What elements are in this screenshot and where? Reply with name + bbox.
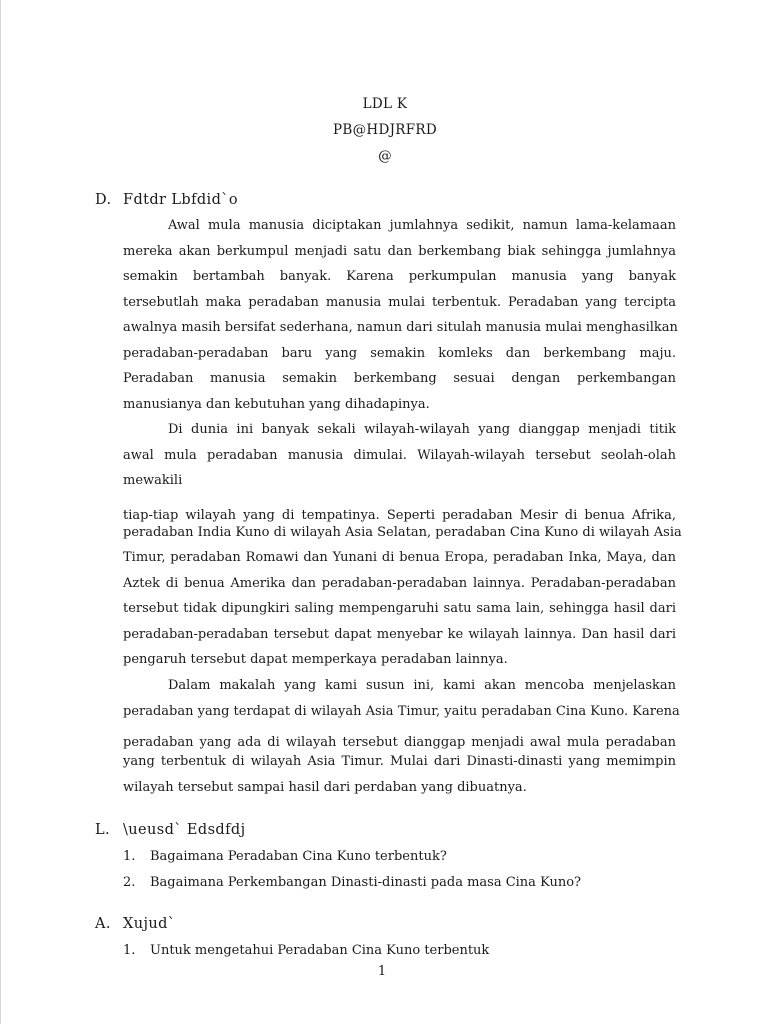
paragraph-line: Awal mula manusia diciptakan jumlahnya sedikit, namun lama-kelamaan xyxy=(168,218,676,233)
list-item xyxy=(123,849,447,864)
paragraph-line: Timur, peradaban Romawi dan Yunani di benua Eropa, peradaban Inka, Maya, dan xyxy=(123,550,676,565)
paragraph-line: manusianya dan kebutuhan yang dihadapinya. xyxy=(123,397,430,412)
chapter-label: LDL K xyxy=(362,96,408,112)
section-letter: D. xyxy=(95,192,112,208)
paragraph-line: peradaban India Kuno di wilayah Asia Selatan, peradaban Cina Kuno di wilayah Asia xyxy=(123,525,682,540)
section-heading-background xyxy=(95,192,238,208)
chapter-title: PB@HDJRFRD xyxy=(332,122,438,138)
paragraph-line: mewakili xyxy=(123,473,183,488)
paragraph-line: Dalam makalah yang kami susun ini, kami akan mencoba menjelaskan xyxy=(168,678,676,693)
section-letter: A. xyxy=(95,916,111,932)
paragraph-line: tersebutlah maka peradaban manusia mulai terbentuk. Peradaban yang tercipta xyxy=(123,295,676,310)
paragraph-line: peradaban yang terdapat di wilayah Asia Timur, yaitu peradaban Cina Kuno. Karena xyxy=(123,704,680,719)
paragraph-line: tersebut tidak dipungkiri saling mempengaruhi satu sama lain, sehingga hasil dari xyxy=(123,601,676,616)
list-number: 2. xyxy=(123,875,136,890)
paragraph-line: wilayah tersebut sampai hasil dari perdaban yang dibuatnya. xyxy=(123,780,527,795)
section-title: Xujud` xyxy=(123,916,176,932)
paragraph-line: semakin bertambah banyak. Karena perkumpulan manusia yang banyak xyxy=(123,269,676,284)
list-text: Bagaimana Perkembangan Dinasti-dinasti pada masa Cina Kuno? xyxy=(150,875,582,890)
list-text: Untuk mengetahui Peradaban Cina Kuno terbentuk xyxy=(150,943,490,958)
paragraph-line: Aztek di benua Amerika dan peradaban-peradaban lainnya. Peradaban-peradaban xyxy=(123,576,676,591)
paragraph-line: Peradaban manusia semakin berkembang sesuai dengan perkembangan xyxy=(123,371,676,386)
paragraph-line: tiap-tiap wilayah yang di tempatinya. Seperti peradaban Mesir di benua Afrika, xyxy=(123,508,676,523)
list-item xyxy=(123,875,581,890)
paragraph-line: peradaban-peradaban tersebut dapat menyebar ke wilayah lainnya. Dan hasil dari xyxy=(123,627,676,642)
paragraph-line: mereka akan berkumpul menjadi satu dan berkembang biak sehingga jumlahnya xyxy=(123,244,676,259)
list-item xyxy=(123,943,489,958)
paragraph-line: peradaban-peradaban baru yang semakin komleks dan berkembang maju. xyxy=(123,346,676,361)
paragraph-line: yang terbentuk di wilayah Asia Timur. Mulai dari Dinasti-dinasti yang memimpin xyxy=(123,754,676,769)
paragraph-line: pengaruh tersebut dapat memperkaya peradaban lainnya. xyxy=(123,652,508,667)
paragraph-line: Di dunia ini banyak sekali wilayah-wilayah yang dianggap menjadi titik xyxy=(168,422,676,437)
paragraph-line: peradaban yang ada di wilayah tersebut dianggap menjadi awal mula peradaban xyxy=(123,735,676,750)
list-text: Bagaimana Peradaban Cina Kuno terbentuk? xyxy=(150,849,447,864)
paragraph-line: awal mula peradaban manusia dimulai. Wilayah-wilayah tersebut seolah-olah xyxy=(123,448,676,463)
section-letter: L. xyxy=(95,822,111,838)
section-heading-problem xyxy=(95,822,245,838)
section-title: \ueusd` Edsdfdj xyxy=(123,822,246,838)
chapter-subtitle: @ xyxy=(378,148,392,164)
section-heading-purpose xyxy=(95,916,175,932)
list-number: 1. xyxy=(123,943,136,958)
section-title: Fdtdr Lbfdid`o xyxy=(123,192,239,208)
page-number: 1 xyxy=(377,964,387,979)
paragraph-line: awalnya masih bersifat sederhana, namun dari situlah manusia mulai menghasilkan xyxy=(123,320,678,335)
list-number: 1. xyxy=(123,849,136,864)
